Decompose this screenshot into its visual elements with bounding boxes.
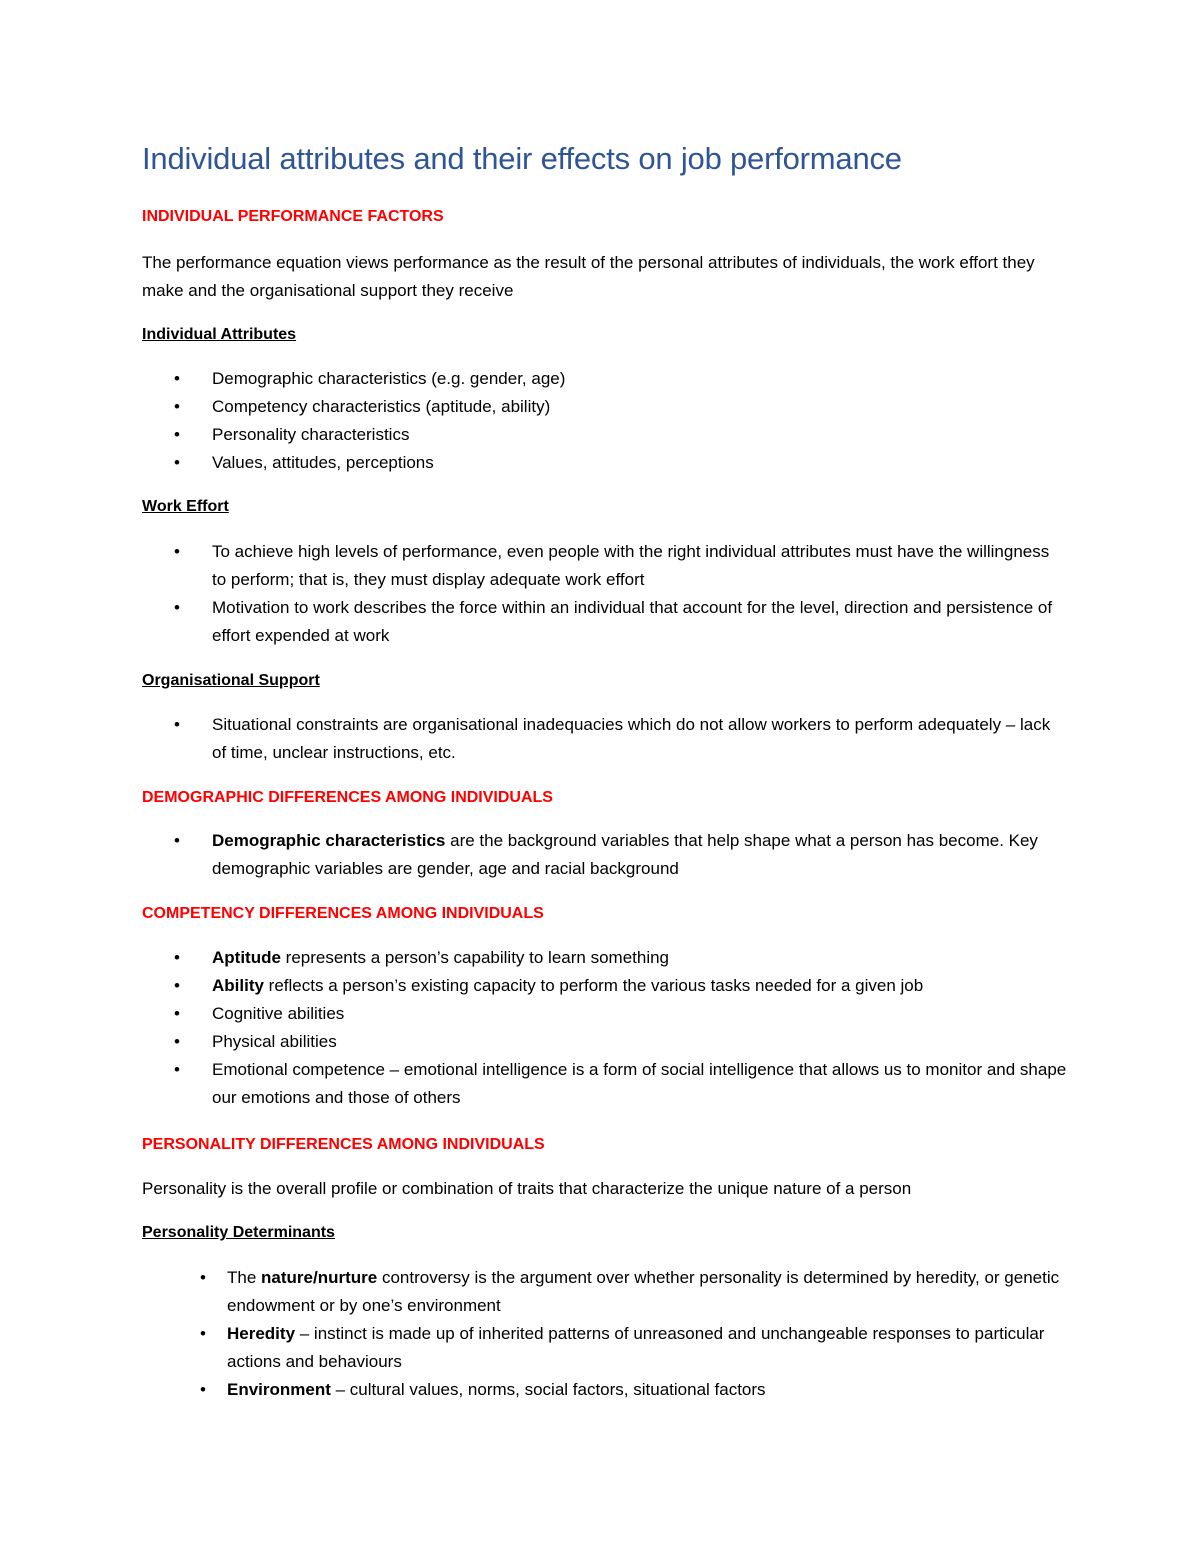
list-item: • The nature/nurture controversy is the argument over whether personality is determined by heredity, or genetic endowment or by one’s environment <box>142 1264 1067 1320</box>
list-item: • Situational constraints are organisational inadequacies which do not allow workers to perform adequately – lack of time, unclear instructions, etc. <box>142 711 1067 767</box>
bullet-icon: • <box>174 976 180 995</box>
list-item: • Motivation to work describes the force within an individual that account for the level, direction and persistence of effort expended at work <box>142 594 1067 650</box>
list-item: • Heredity – instinct is made up of inherited patterns of unreasoned and unchangeable responses to particular actions and behaviours <box>142 1320 1067 1376</box>
bullet-icon: • <box>174 715 180 734</box>
list-item: • Cognitive abilities <box>142 1000 1067 1028</box>
bullet-icon: • <box>200 1380 206 1399</box>
personality-definition-paragraph: Personality is the overall profile or combination of traits that characterize the unique nature of a person <box>142 1179 912 1198</box>
list-item: • Personality characteristics <box>142 421 1067 449</box>
bullet-icon: • <box>174 831 180 850</box>
demographic-list <box>142 827 1067 883</box>
performance-equation-paragraph: The performance equation views performance as the result of the personal attributes of individuals, the work effort they make and the organisational support they receive <box>142 253 1035 300</box>
bullet-icon: • <box>174 425 180 444</box>
section-heading-demographic: DEMOGRAPHIC DIFFERENCES AMONG INDIVIDUALS <box>142 789 553 806</box>
section-heading-personality: PERSONALITY DIFFERENCES AMONG INDIVIDUALS <box>142 1136 545 1153</box>
list-item: • Physical abilities <box>142 1028 1067 1056</box>
subheading-organisational-support: Organisational Support <box>142 672 320 689</box>
bullet-icon: • <box>174 948 180 967</box>
section-heading-competency: COMPETENCY DIFFERENCES AMONG INDIVIDUALS <box>142 905 544 922</box>
list-item: • Aptitude represents a person’s capability to learn something <box>142 944 1067 972</box>
bullet-icon: • <box>174 1032 180 1051</box>
list-item: • Competency characteristics (aptitude, ability) <box>142 393 1067 421</box>
personality-determinants-list <box>142 1264 1067 1404</box>
bullet-icon: • <box>174 453 180 472</box>
list-item: • Environment – cultural values, norms, social factors, situational factors <box>142 1376 1067 1404</box>
bullet-icon: • <box>174 542 180 561</box>
list-item: • Demographic characteristics are the background variables that help shape what a person has become. Key demographic variables are gender, age and racial background <box>142 827 1067 883</box>
work-effort-list <box>142 538 1067 650</box>
organisational-support-list <box>142 711 1067 767</box>
subheading-work-effort: Work Effort <box>142 498 229 515</box>
subheading-personality-determinants: Personality Determinants <box>142 1224 335 1241</box>
bullet-icon: • <box>174 1004 180 1023</box>
competency-list <box>142 944 1067 1112</box>
bullet-icon: • <box>174 369 180 388</box>
list-item: • Demographic characteristics (e.g. gender, age) <box>142 365 1067 393</box>
bullet-icon: • <box>174 598 180 617</box>
bullet-icon: • <box>200 1324 206 1343</box>
subheading-individual-attributes: Individual Attributes <box>142 326 297 343</box>
individual-attributes-list <box>142 365 1067 477</box>
document-title: Individual attributes and their effects on job performance <box>142 141 902 176</box>
bullet-icon: • <box>200 1268 206 1287</box>
list-item: • Values, attitudes, perceptions <box>142 449 1067 477</box>
section-heading-performance-factors: INDIVIDUAL PERFORMANCE FACTORS <box>142 208 444 225</box>
bullet-icon: • <box>174 1060 180 1079</box>
list-item: • Emotional competence – emotional intelligence is a form of social intelligence that allows us to monitor and shape our emotions and those of others <box>142 1056 1067 1112</box>
list-item: • To achieve high levels of performance, even people with the right individual attributes must have the willingness to perform; that is, they must display adequate work effort <box>142 538 1067 594</box>
list-item: • Ability reflects a person’s existing capacity to perform the various tasks needed for a given job <box>142 972 1067 1000</box>
bullet-icon: • <box>174 397 180 416</box>
